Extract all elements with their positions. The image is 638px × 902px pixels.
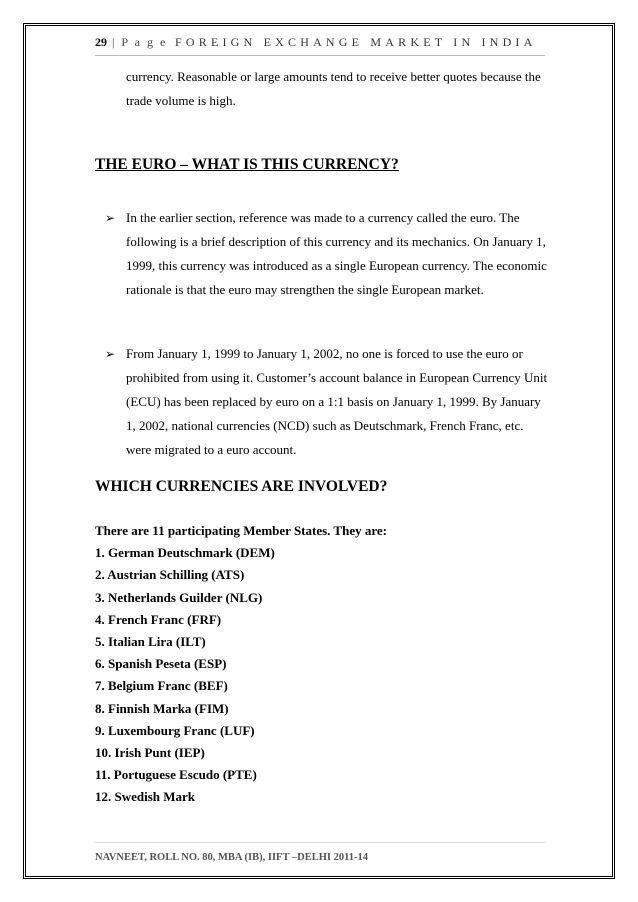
list-item: 12. Swedish Mark (95, 789, 196, 805)
page-footer: NAVNEET, ROLL NO. 80, MBA (IB), IIFT –DELHI 2011-14 (95, 852, 369, 863)
header-divider (95, 55, 545, 56)
list-item: 3. Netherlands Guilder (NLG) (95, 589, 263, 605)
list-item: 11. Portuguese Escudo (PTE) (95, 767, 257, 783)
arrow-bullet-icon: ➢ (105, 347, 116, 361)
bullet-text: In the earlier section, reference was made to a currency called the euro. The following is a brief description of this currency and its mechanics. On January 1, 1999, this currency was introduced as a single European currency. The economic rationale is that the euro may strengthen the single European market. (126, 210, 547, 297)
list-item: 4. French Franc (FRF) (95, 611, 222, 627)
header-title: FOREIGN EXCHANGE MARKET IN INDIA (175, 35, 537, 49)
list-item: 6. Spanish Peseta (ESP) (95, 656, 227, 672)
footer-divider (95, 842, 545, 843)
list-item: 8. Finnish Marka (FIM) (95, 700, 229, 716)
bullet-item (105, 206, 550, 326)
section-heading-currencies: WHICH CURRENCIES ARE INVOLVED? (95, 478, 388, 495)
bullet-text: From January 1, 1999 to January 1, 2002, no one is forced to use the euro or prohibited from using it. Customer’s account balance in European Currency Unit (ECU) has been replaced by euro on a 1:1 basis on January 1, 1999. By January 1, 2002, national currencies (NCD) such as Deutschmark, French Franc, etc. were migrated to a euro account. (126, 346, 548, 457)
bullet-item (105, 342, 550, 462)
currency-list (95, 520, 387, 808)
continuation-paragraph: currency. Reasonable or large amounts tend to receive better quotes because the trade volume is high. (126, 69, 541, 108)
page-header (95, 35, 545, 55)
list-item: 5. Italian Lira (ILT) (95, 633, 206, 649)
list-item: 1. German Deutschmark (DEM) (95, 545, 275, 561)
list-item: 7. Belgium Franc (BEF) (95, 678, 228, 694)
arrow-bullet-icon: ➢ (105, 211, 116, 225)
list-item: 9. Luxembourg Franc (LUF) (95, 722, 255, 738)
list-item: 10. Irish Punt (IEP) (95, 744, 205, 760)
page-label: | P a g e (107, 35, 168, 49)
list-item: 2. Austrian Schilling (ATS) (95, 567, 245, 583)
section-heading-euro: THE EURO – WHAT IS THIS CURRENCY? (95, 156, 399, 173)
page-number: 29 (95, 35, 107, 49)
list-intro: There are 11 participating Member States. They are: (95, 523, 387, 538)
